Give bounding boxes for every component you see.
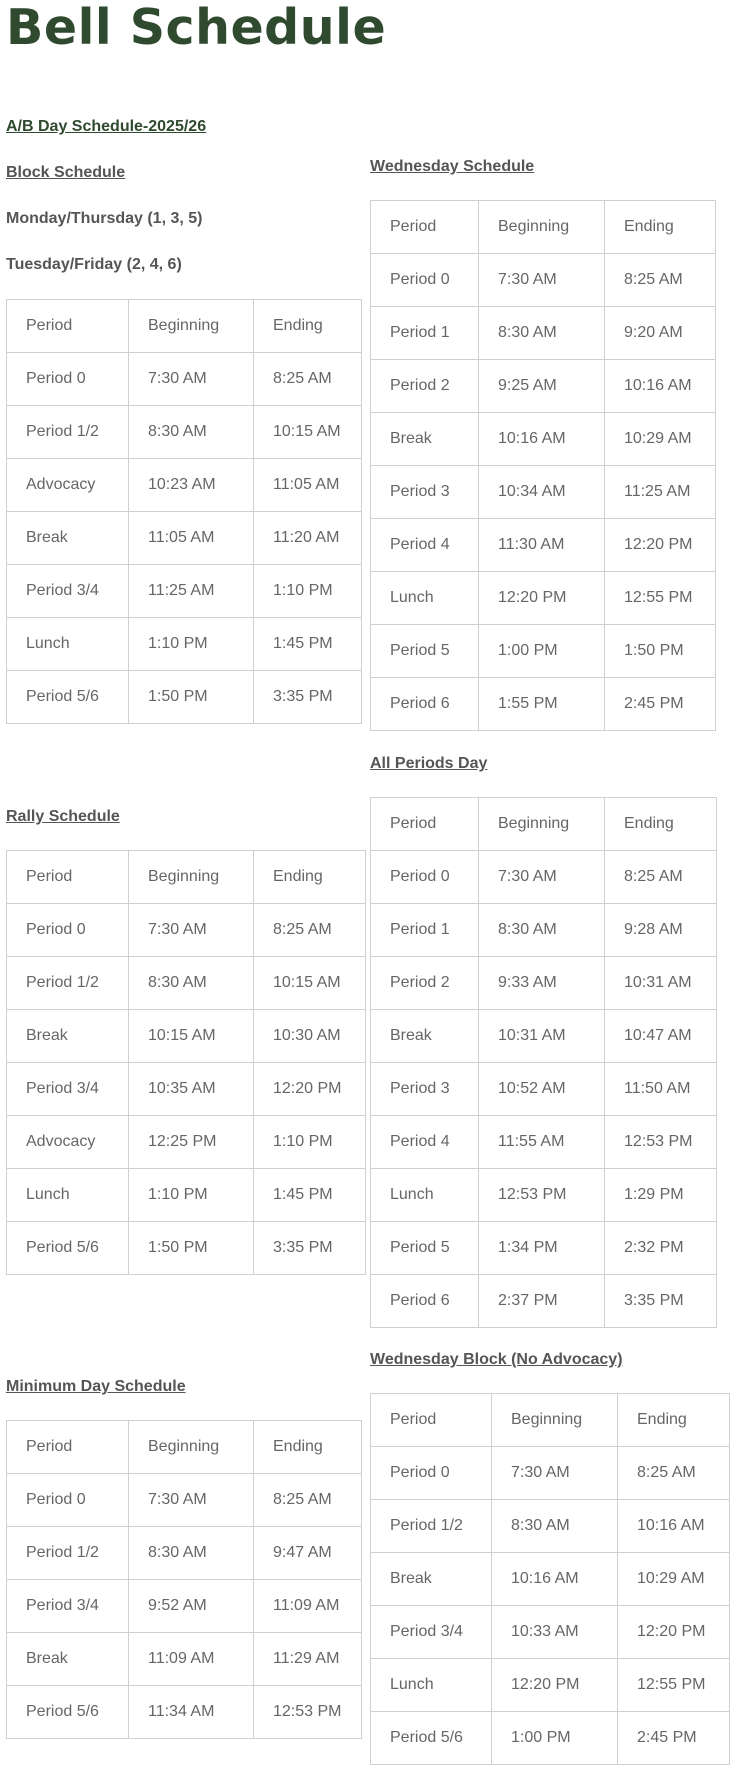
table-row	[371, 1606, 730, 1659]
table-header-row	[7, 851, 366, 904]
table-row	[7, 1010, 366, 1063]
period-cell: Period 5	[371, 625, 479, 678]
period-cell: Lunch	[371, 572, 479, 625]
ending-cell: 2:32 PM	[605, 1222, 717, 1275]
ending-cell: 1:29 PM	[605, 1169, 717, 1222]
table-row	[7, 353, 362, 406]
period-cell: Period 6	[371, 1275, 479, 1328]
ending-cell: 9:20 AM	[605, 307, 716, 360]
beginning-cell: 7:30 AM	[479, 254, 605, 307]
ending-cell: 1:50 PM	[605, 625, 716, 678]
table-row	[371, 1275, 717, 1328]
table-row	[371, 1063, 717, 1116]
period-cell: Period 6	[371, 678, 479, 731]
beginning-cell: 8:30 AM	[479, 307, 605, 360]
beginning-cell: 12:53 PM	[479, 1169, 605, 1222]
period-header: Period	[371, 201, 479, 254]
block-days-line-1: Monday/Thursday (1, 3, 5)	[6, 210, 203, 227]
ending-cell: 8:25 AM	[605, 254, 716, 307]
ending-cell: 2:45 PM	[605, 678, 716, 731]
beginning-cell: 7:30 AM	[129, 353, 254, 406]
ending-cell: 8:25 AM	[254, 1474, 362, 1527]
table-row	[7, 1063, 366, 1116]
beginning-cell: 11:09 AM	[129, 1633, 254, 1686]
table-row	[371, 1712, 730, 1765]
ending-header: Ending	[254, 851, 366, 904]
table-row	[7, 618, 362, 671]
ending-cell: 12:55 PM	[618, 1659, 730, 1712]
period-cell: Period 5/6	[7, 1686, 129, 1739]
wednesday-block-table	[370, 1393, 730, 1765]
beginning-cell: 12:20 PM	[492, 1659, 618, 1712]
all-periods-day-heading: All Periods Day	[370, 755, 488, 772]
beginning-cell: 12:20 PM	[479, 572, 605, 625]
beginning-cell: 8:30 AM	[479, 904, 605, 957]
beginning-cell: 9:25 AM	[479, 360, 605, 413]
table-header-row	[7, 1421, 362, 1474]
table-row	[7, 406, 362, 459]
beginning-cell: 2:37 PM	[479, 1275, 605, 1328]
ending-cell: 11:25 AM	[605, 466, 716, 519]
ending-cell: 8:25 AM	[254, 353, 362, 406]
beginning-cell: 10:52 AM	[479, 1063, 605, 1116]
table-row	[7, 1527, 362, 1580]
table-row	[7, 904, 366, 957]
table-row	[371, 519, 716, 572]
table-row	[371, 1447, 730, 1500]
table-row	[371, 1116, 717, 1169]
period-cell: Period 3/4	[7, 565, 129, 618]
table-row	[7, 1686, 362, 1739]
table-header-row	[7, 300, 362, 353]
wednesday-block-heading: Wednesday Block (No Advocacy)	[370, 1351, 623, 1368]
beginning-cell: 1:55 PM	[479, 678, 605, 731]
period-cell: Period 0	[7, 353, 129, 406]
rally-schedule-table	[6, 850, 366, 1275]
beginning-cell: 11:55 AM	[479, 1116, 605, 1169]
table-row	[371, 1010, 717, 1063]
period-cell: Period 1/2	[7, 406, 129, 459]
beginning-header: Beginning	[129, 851, 254, 904]
beginning-cell: 10:23 AM	[129, 459, 254, 512]
beginning-cell: 1:00 PM	[492, 1712, 618, 1765]
ending-cell: 11:09 AM	[254, 1580, 362, 1633]
ab-day-schedule-link[interactable]: A/B Day Schedule-2025/26	[6, 118, 207, 135]
beginning-header: Beginning	[479, 201, 605, 254]
beginning-cell: 1:50 PM	[129, 671, 254, 724]
ending-cell: 11:29 AM	[254, 1633, 362, 1686]
beginning-cell: 1:00 PM	[479, 625, 605, 678]
period-cell: Lunch	[371, 1169, 479, 1222]
table-row	[371, 957, 717, 1010]
beginning-header: Beginning	[492, 1394, 618, 1447]
ending-cell: 3:35 PM	[254, 1222, 366, 1275]
period-cell: Lunch	[7, 618, 129, 671]
all-periods-day-table	[370, 797, 717, 1328]
table-row	[371, 625, 716, 678]
beginning-header: Beginning	[129, 300, 254, 353]
table-row	[371, 678, 716, 731]
block-schedule-table	[6, 299, 362, 724]
table-row	[371, 1500, 730, 1553]
ending-cell: 12:20 PM	[605, 519, 716, 572]
table-row	[371, 1659, 730, 1712]
period-cell: Advocacy	[7, 459, 129, 512]
beginning-cell: 11:34 AM	[129, 1686, 254, 1739]
beginning-cell: 12:25 PM	[129, 1116, 254, 1169]
period-cell: Period 1/2	[7, 1527, 129, 1580]
ending-cell: 9:47 AM	[254, 1527, 362, 1580]
table-row	[7, 1633, 362, 1686]
table-row	[7, 957, 366, 1010]
beginning-cell: 10:16 AM	[492, 1553, 618, 1606]
minimum-day-heading: Minimum Day Schedule	[6, 1378, 186, 1395]
ending-cell: 1:10 PM	[254, 565, 362, 618]
ending-cell: 1:45 PM	[254, 618, 362, 671]
ending-cell: 12:20 PM	[254, 1063, 366, 1116]
ending-cell: 10:16 AM	[618, 1500, 730, 1553]
table-row	[7, 1169, 366, 1222]
table-row	[371, 1169, 717, 1222]
period-cell: Period 4	[371, 1116, 479, 1169]
table-row	[7, 1580, 362, 1633]
period-header: Period	[371, 1394, 492, 1447]
table-header-row	[371, 1394, 730, 1447]
table-row	[7, 1222, 366, 1275]
ending-cell: 12:55 PM	[605, 572, 716, 625]
beginning-cell: 1:34 PM	[479, 1222, 605, 1275]
table-row	[7, 512, 362, 565]
ending-cell: 10:29 AM	[618, 1553, 730, 1606]
ending-cell: 1:10 PM	[254, 1116, 366, 1169]
period-cell: Break	[7, 512, 129, 565]
table-row	[371, 904, 717, 957]
ending-cell: 3:35 PM	[605, 1275, 717, 1328]
beginning-header: Beginning	[479, 798, 605, 851]
minimum-day-table	[6, 1420, 362, 1739]
ending-cell: 12:53 PM	[605, 1116, 717, 1169]
block-schedule-heading: Block Schedule	[6, 164, 126, 181]
period-cell: Period 4	[371, 519, 479, 572]
beginning-cell: 10:16 AM	[479, 413, 605, 466]
table-header-row	[371, 798, 717, 851]
table-row	[7, 1116, 366, 1169]
beginning-cell: 10:33 AM	[492, 1606, 618, 1659]
table-row	[371, 307, 716, 360]
ending-cell: 11:05 AM	[254, 459, 362, 512]
ending-header: Ending	[254, 1421, 362, 1474]
beginning-cell: 9:52 AM	[129, 1580, 254, 1633]
period-cell: Period 5/6	[7, 671, 129, 724]
beginning-cell: 11:25 AM	[129, 565, 254, 618]
ending-cell: 3:35 PM	[254, 671, 362, 724]
period-cell: Period 0	[371, 851, 479, 904]
ending-cell: 10:31 AM	[605, 957, 717, 1010]
ending-cell: 10:30 AM	[254, 1010, 366, 1063]
ending-cell: 10:15 AM	[254, 406, 362, 459]
period-cell: Lunch	[371, 1659, 492, 1712]
beginning-cell: 8:30 AM	[492, 1500, 618, 1553]
wednesday-schedule-heading: Wednesday Schedule	[370, 158, 535, 175]
table-row	[371, 1222, 717, 1275]
ending-cell: 10:15 AM	[254, 957, 366, 1010]
period-cell: Period 3/4	[7, 1580, 129, 1633]
ending-cell: 10:29 AM	[605, 413, 716, 466]
period-cell: Period 2	[371, 360, 479, 413]
period-cell: Period 3	[371, 1063, 479, 1116]
table-header-row	[371, 201, 716, 254]
period-cell: Break	[7, 1633, 129, 1686]
table-row	[371, 466, 716, 519]
ending-cell: 10:47 AM	[605, 1010, 717, 1063]
table-row	[7, 565, 362, 618]
ending-cell: 10:16 AM	[605, 360, 716, 413]
ending-cell: 11:50 AM	[605, 1063, 717, 1116]
ending-header: Ending	[605, 201, 716, 254]
beginning-cell: 8:30 AM	[129, 406, 254, 459]
table-row	[7, 671, 362, 724]
beginning-cell: 1:50 PM	[129, 1222, 254, 1275]
beginning-cell: 9:33 AM	[479, 957, 605, 1010]
period-cell: Period 2	[371, 957, 479, 1010]
ending-header: Ending	[605, 798, 717, 851]
period-cell: Period 0	[7, 904, 129, 957]
ending-cell: 9:28 AM	[605, 904, 717, 957]
beginning-cell: 8:30 AM	[129, 1527, 254, 1580]
period-cell: Period 1/2	[7, 957, 129, 1010]
period-cell: Advocacy	[7, 1116, 129, 1169]
period-cell: Period 5/6	[371, 1712, 492, 1765]
period-header: Period	[7, 851, 129, 904]
beginning-cell: 10:31 AM	[479, 1010, 605, 1063]
beginning-cell: 10:35 AM	[129, 1063, 254, 1116]
period-cell: Period 0	[7, 1474, 129, 1527]
beginning-cell: 11:30 AM	[479, 519, 605, 572]
ending-header: Ending	[254, 300, 362, 353]
ending-cell: 2:45 PM	[618, 1712, 730, 1765]
period-cell: Period 3/4	[371, 1606, 492, 1659]
period-cell: Break	[371, 1010, 479, 1063]
beginning-cell: 1:10 PM	[129, 1169, 254, 1222]
beginning-cell: 7:30 AM	[129, 1474, 254, 1527]
table-row	[7, 459, 362, 512]
period-cell: Period 3/4	[7, 1063, 129, 1116]
wednesday-schedule-table	[370, 200, 716, 731]
ending-cell: 12:53 PM	[254, 1686, 362, 1739]
table-row	[371, 360, 716, 413]
ending-cell: 1:45 PM	[254, 1169, 366, 1222]
beginning-cell: 10:15 AM	[129, 1010, 254, 1063]
period-cell: Break	[371, 1553, 492, 1606]
table-row	[371, 413, 716, 466]
beginning-cell: 8:30 AM	[129, 957, 254, 1010]
table-row	[371, 851, 717, 904]
beginning-cell: 1:10 PM	[129, 618, 254, 671]
ending-cell: 12:20 PM	[618, 1606, 730, 1659]
beginning-cell: 11:05 AM	[129, 512, 254, 565]
period-cell: Period 1/2	[371, 1500, 492, 1553]
table-row	[7, 1474, 362, 1527]
ending-cell: 11:20 AM	[254, 512, 362, 565]
period-header: Period	[371, 798, 479, 851]
period-cell: Period 1	[371, 904, 479, 957]
beginning-header: Beginning	[129, 1421, 254, 1474]
page-title: Bell Schedule	[6, 0, 387, 56]
ending-cell: 8:25 AM	[605, 851, 717, 904]
ending-cell: 8:25 AM	[618, 1447, 730, 1500]
period-header: Period	[7, 1421, 129, 1474]
period-cell: Period 5/6	[7, 1222, 129, 1275]
rally-schedule-heading: Rally Schedule	[6, 808, 120, 825]
period-cell: Period 0	[371, 1447, 492, 1500]
ending-header: Ending	[618, 1394, 730, 1447]
ending-cell: 8:25 AM	[254, 904, 366, 957]
beginning-cell: 7:30 AM	[479, 851, 605, 904]
beginning-cell: 10:34 AM	[479, 466, 605, 519]
period-cell: Period 3	[371, 466, 479, 519]
period-cell: Period 1	[371, 307, 479, 360]
period-cell: Period 5	[371, 1222, 479, 1275]
beginning-cell: 7:30 AM	[129, 904, 254, 957]
beginning-cell: 7:30 AM	[492, 1447, 618, 1500]
period-cell: Period 0	[371, 254, 479, 307]
period-cell: Lunch	[7, 1169, 129, 1222]
table-row	[371, 254, 716, 307]
period-header: Period	[7, 300, 129, 353]
period-cell: Break	[371, 413, 479, 466]
period-cell: Break	[7, 1010, 129, 1063]
block-days-line-2: Tuesday/Friday (2, 4, 6)	[6, 256, 182, 273]
table-row	[371, 1553, 730, 1606]
table-row	[371, 572, 716, 625]
